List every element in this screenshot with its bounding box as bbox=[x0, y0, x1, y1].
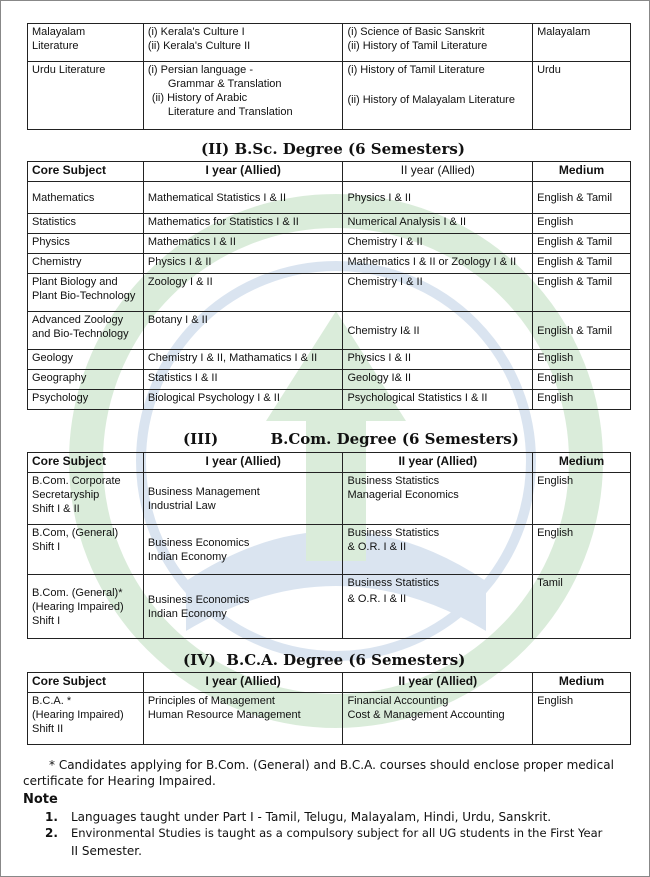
medium-cell: English bbox=[533, 370, 631, 390]
core-subject-cell: Geography bbox=[28, 370, 144, 390]
medium-cell: Urdu bbox=[533, 62, 631, 130]
table-header-row bbox=[28, 673, 631, 693]
second-year-cell: Financial Accounting Cost & Management Accounting bbox=[343, 693, 533, 745]
first-year-cell: Zoology I & II bbox=[143, 274, 343, 312]
core-subject-cell: B.Com. Corporate Secretaryship Shift I & II bbox=[28, 473, 144, 525]
second-year-cell: Business Statistics & O.R. I & II bbox=[343, 525, 533, 575]
header-second-year: II year (Allied) bbox=[343, 162, 533, 182]
first-year-cell: Business Economics Indian Economy bbox=[143, 525, 343, 575]
table-header-row bbox=[28, 162, 631, 182]
table-row bbox=[28, 62, 631, 130]
medium-cell: Tamil bbox=[533, 575, 631, 639]
bcom-section-title: (III) B.Com. Degree (6 Semesters) bbox=[183, 430, 519, 448]
header-medium: Medium bbox=[533, 162, 631, 182]
second-year-cell: (i) Science of Basic Sanskrit (ii) History of Tamil Literature bbox=[343, 24, 533, 62]
header-medium: Medium bbox=[533, 453, 631, 473]
medium-cell: English bbox=[533, 525, 631, 575]
first-year-cell: Business Management Industrial Law bbox=[143, 473, 343, 525]
first-year-cell: Mathematics for Statistics I & II bbox=[143, 214, 343, 234]
second-year-cell: Chemistry I& II bbox=[343, 312, 533, 350]
first-year-cell: Principles of Management Human Resource Management bbox=[143, 693, 343, 745]
medium-cell: English bbox=[533, 473, 631, 525]
first-year-cell: Statistics I & II bbox=[143, 370, 343, 390]
second-year-cell: Psychological Statistics I & II bbox=[343, 390, 533, 410]
medium-cell: English & Tamil bbox=[533, 312, 631, 350]
second-year-cell: Chemistry I & II bbox=[343, 234, 533, 254]
second-year-cell: Physics I & II bbox=[343, 350, 533, 370]
first-year-cell: Business Economics Indian Economy bbox=[143, 575, 343, 639]
second-year-cell: Chemistry I & II bbox=[343, 274, 533, 312]
table-row bbox=[28, 182, 631, 214]
core-subject-cell: Chemistry bbox=[28, 254, 144, 274]
header-first-year: I year (Allied) bbox=[143, 453, 343, 473]
table-row bbox=[28, 214, 631, 234]
second-year-cell: (i) History of Tamil Literature (ii) History of Malayalam Literature bbox=[343, 62, 533, 130]
bcom-degree-table bbox=[27, 452, 631, 639]
candidates-note: * Candidates applying for B.Com. (General) and B.C.A. courses should enclose proper medical certificate for Hearing Impaired. bbox=[23, 758, 614, 788]
first-year-cell: Botany I & II bbox=[143, 312, 343, 350]
core-subject-cell: Physics bbox=[28, 234, 144, 254]
core-subject-cell: Psychology bbox=[28, 390, 144, 410]
second-year-cell: Business Statistics Managerial Economics bbox=[343, 473, 533, 525]
core-subject-cell: Plant Biology and Plant Bio-Technology bbox=[28, 274, 144, 312]
core-subject-cell: B.Com. (General)* (Hearing Impaired) Shift I bbox=[28, 575, 144, 639]
second-year-cell: Numerical Analysis I & II bbox=[343, 214, 533, 234]
note-item-continuation: II Semester. bbox=[71, 844, 142, 858]
second-year-cell: Physics I & II bbox=[343, 182, 533, 214]
table-row bbox=[28, 24, 631, 62]
table-row bbox=[28, 525, 631, 575]
first-year-cell: Mathematical Statistics I & II bbox=[143, 182, 343, 214]
first-year-cell: Biological Psychology I & II bbox=[143, 390, 343, 410]
header-core-subject: Core Subject bbox=[28, 673, 144, 693]
table-row bbox=[28, 693, 631, 745]
note-heading: Note bbox=[23, 792, 58, 807]
medium-cell: English & Tamil bbox=[533, 274, 631, 312]
second-year-cell: Geology I& II bbox=[343, 370, 533, 390]
header-core-subject: Core Subject bbox=[28, 162, 144, 182]
second-year-cell: Mathematics I & II or Zoology I & II bbox=[343, 254, 533, 274]
bsc-section-title: (II) B.Sc. Degree (6 Semesters) bbox=[201, 140, 465, 158]
table-row bbox=[28, 575, 631, 639]
core-subject-cell: Advanced Zoology and Bio-Technology bbox=[28, 312, 144, 350]
header-core-subject: Core Subject bbox=[28, 453, 144, 473]
core-subject-cell: Urdu Literature bbox=[28, 62, 144, 130]
medium-cell: English bbox=[533, 390, 631, 410]
medium-cell: English bbox=[533, 693, 631, 745]
header-second-year: II year (Allied) bbox=[343, 453, 533, 473]
core-subject-cell: B.C.A. * (Hearing Impaired) Shift II bbox=[28, 693, 144, 745]
bsc-degree-table bbox=[27, 161, 631, 410]
medium-cell: English bbox=[533, 214, 631, 234]
core-subject-cell: Mathematics bbox=[28, 182, 144, 214]
second-year-cell: Business Statistics & O.R. I & II bbox=[343, 575, 533, 639]
header-first-year: I year (Allied) bbox=[143, 673, 343, 693]
bca-section-title: (IV) B.C.A. Degree (6 Semesters) bbox=[183, 651, 466, 669]
first-year-cell: (i) Persian language - Grammar & Translation (ii) History of Arabic Literature and Translation bbox=[143, 62, 343, 130]
core-subject-cell: Statistics bbox=[28, 214, 144, 234]
table-row bbox=[28, 390, 631, 410]
medium-cell: English & Tamil bbox=[533, 234, 631, 254]
first-year-cell: (i) Kerala's Culture I (ii) Kerala's Culture II bbox=[143, 24, 343, 62]
note-item-number: 2. bbox=[45, 826, 58, 840]
table-row bbox=[28, 234, 631, 254]
header-medium: Medium bbox=[533, 673, 631, 693]
table-row bbox=[28, 350, 631, 370]
table-row bbox=[28, 312, 631, 350]
medium-cell: English & Tamil bbox=[533, 254, 631, 274]
table-row bbox=[28, 370, 631, 390]
header-first-year: I year (Allied) bbox=[143, 162, 343, 182]
first-year-cell: Physics I & II bbox=[143, 254, 343, 274]
header-second-year: II year (Allied) bbox=[343, 673, 533, 693]
note-item-number: 1. bbox=[45, 810, 58, 824]
note-item-text: Environmental Studies is taught as a compulsory subject for all UG students in the First Year bbox=[71, 826, 603, 840]
medium-cell: Malayalam bbox=[533, 24, 631, 62]
table-header-row bbox=[28, 453, 631, 473]
table-row bbox=[28, 473, 631, 525]
table-row bbox=[28, 274, 631, 312]
core-subject-cell: Malayalam Literature bbox=[28, 24, 144, 62]
note-item-text: Languages taught under Part I - Tamil, Telugu, Malayalam, Hindi, Urdu, Sanskrit. bbox=[71, 810, 552, 824]
core-subject-cell: Geology bbox=[28, 350, 144, 370]
medium-cell: English & Tamil bbox=[533, 182, 631, 214]
medium-cell: English bbox=[533, 350, 631, 370]
core-subject-cell: B.Com, (General) Shift I bbox=[28, 525, 144, 575]
first-year-cell: Chemistry I & II, Mathamatics I & II bbox=[143, 350, 343, 370]
first-year-cell: Mathematics I & II bbox=[143, 234, 343, 254]
language-literature-table bbox=[27, 23, 631, 130]
bca-degree-table bbox=[27, 672, 631, 745]
table-row bbox=[28, 254, 631, 274]
